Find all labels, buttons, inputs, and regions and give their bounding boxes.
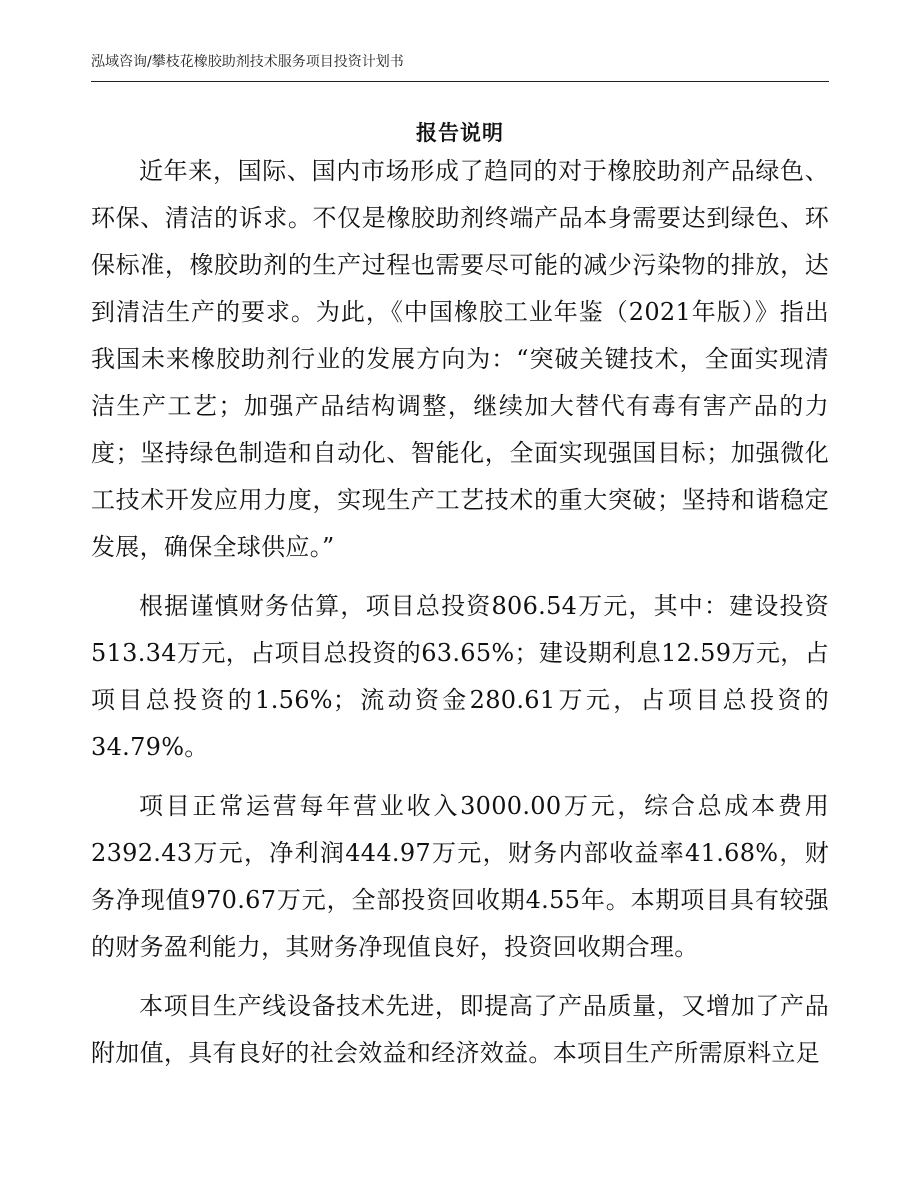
document-title: 报告说明 [416,121,504,145]
paragraph-project-benefits: 本项目生产线设备技术先进，即提高了产品质量，又增加了产品附加值，具有良好的社会效益和经济效益。本项目生产所需原料立足 [91,992,829,1067]
running-header-text: 泓域咨询/攀枝花橡胶助剂技术服务项目投资计划书 [91,54,404,70]
paragraph-industry-trend: 近年来，国际、国内市场形成了趋同的对于橡胶助剂产品绿色、环保、清洁的诉求。不仅是橡胶助剂终端产品本身需要达到绿色、环保标准，橡胶助剂的生产过程也需要尽可能的减少污染物的排放，达到清洁生产的要求。为此，《中国橡胶工业年鉴（2021年版）》指出我国未来橡胶助剂行业的发展方向为：“突破关键技术，全面实现清洁生产工艺；加强产品结构调整，继续加大替代有毒有害产品的力度；坚持绿色制造和自动化、智能化，全面实现强国目标；加强微化工技术开发应用力度，实现生产工艺技术的重大突破；坚持和谐稳定发展，确保全球供应。” [91,157,829,561]
paragraph-investment-estimate: 根据谨慎财务估算，项目总投资806.54万元，其中：建设投资513.34万元，占项目总投资的63.65%；建设期利息12.59万元，占项目总投资的1.56%；流动资金280.61万元，占项目总投资的34.79%。 [91,592,829,761]
document-body [91,148,829,1077]
running-header [91,52,829,82]
paragraph-financial-performance: 项目正常运营每年营业收入3000.00万元，综合总成本费用2392.43万元，净利润444.97万元，财务内部收益率41.68%，财务净现值970.67万元，全部投资回收期4.55年。本期项目具有较强的财务盈利能力，其财务净现值良好，投资回收期合理。 [91,792,829,961]
